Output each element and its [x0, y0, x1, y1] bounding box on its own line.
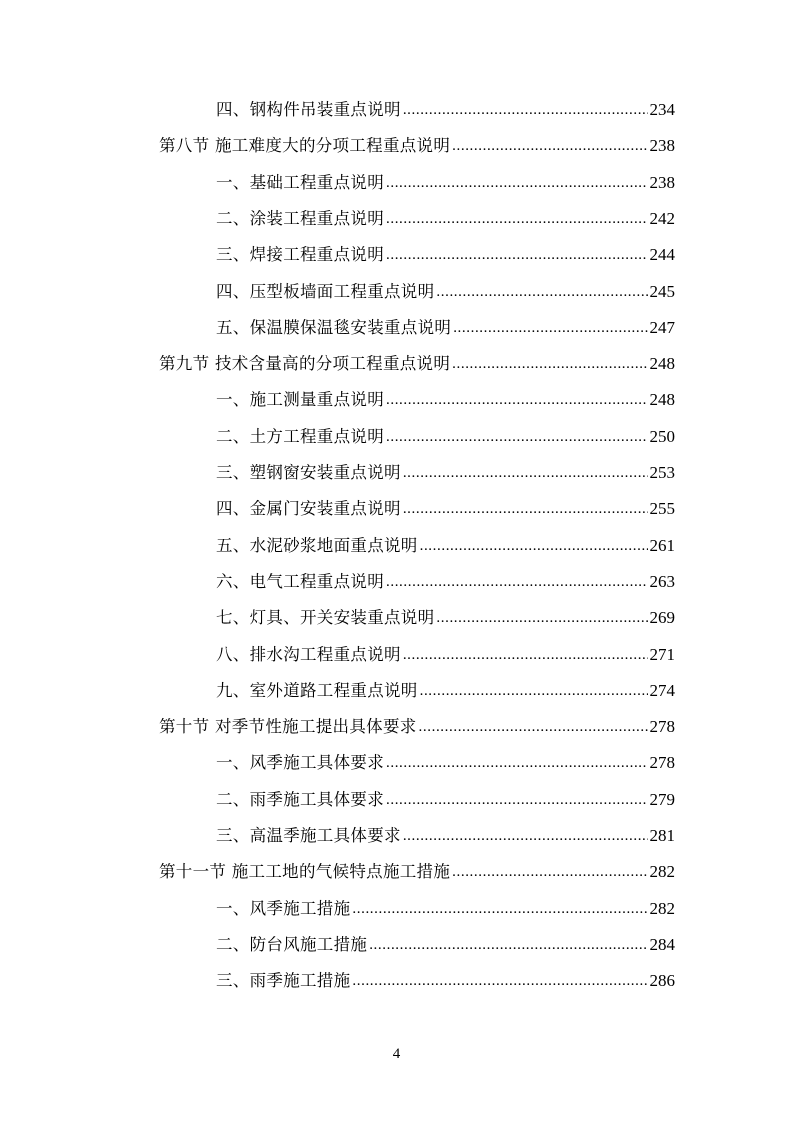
- toc-entry-title: 一、风季施工具体要求: [216, 753, 384, 772]
- toc-entry-page-number: 278: [649, 753, 675, 772]
- toc-entry-title: 第十节 对季节性施工提出具体要求: [159, 717, 417, 736]
- toc-entry-title: 八、排水沟工程重点说明: [216, 645, 401, 664]
- toc-entry-page-number: 238: [649, 173, 675, 192]
- toc-dot-leader: [386, 382, 648, 418]
- toc-dot-leader: [369, 927, 647, 963]
- toc-entry-title: 二、防台风施工措施: [216, 935, 368, 954]
- toc-dot-leader: [403, 637, 648, 673]
- toc-entry-page-number: 271: [649, 645, 675, 664]
- toc-entry-title: 一、风季施工措施: [216, 899, 351, 918]
- toc-entry-title: 第九节 技术含量高的分项工程重点说明: [159, 354, 451, 373]
- toc-entry-title: 第八节 施工难度大的分项工程重点说明: [159, 136, 451, 155]
- toc-dot-leader: [420, 673, 648, 709]
- toc-entry-page-number: 263: [649, 572, 675, 591]
- toc-dot-leader: [453, 310, 647, 346]
- toc-item-entry[interactable]: [216, 891, 675, 927]
- toc-entry-title: 四、压型板墙面工程重点说明: [216, 282, 435, 301]
- toc-entry-title: 二、涂装工程重点说明: [216, 209, 384, 228]
- toc-entry-title: 二、土方工程重点说明: [216, 427, 384, 446]
- toc-entry-page-number: 255: [649, 499, 675, 518]
- toc-section-entry[interactable]: [159, 709, 675, 745]
- toc-dot-leader: [452, 128, 647, 164]
- toc-entry-title: 一、施工测量重点说明: [216, 390, 384, 409]
- toc-entry-title: 九、室外道路工程重点说明: [216, 681, 418, 700]
- toc-item-entry[interactable]: [216, 927, 675, 963]
- toc-item-entry[interactable]: [216, 92, 675, 128]
- toc-entry-page-number: 248: [649, 354, 675, 373]
- toc-item-entry[interactable]: [216, 963, 675, 999]
- toc-item-entry[interactable]: [216, 237, 675, 273]
- toc-dot-leader: [352, 891, 647, 927]
- toc-entry-page-number: 281: [649, 826, 675, 845]
- toc-entry-page-number: 253: [649, 463, 675, 482]
- toc-item-entry[interactable]: [216, 745, 675, 781]
- toc-dot-leader: [420, 528, 648, 564]
- toc-entry-title: 三、焊接工程重点说明: [216, 245, 384, 264]
- toc-item-entry[interactable]: [216, 564, 675, 600]
- toc-entry-page-number: 261: [649, 536, 675, 555]
- toc-entry-page-number: 284: [649, 935, 675, 954]
- toc-entry-page-number: 286: [649, 971, 675, 990]
- toc-dot-leader: [436, 274, 647, 310]
- toc-entry-page-number: 274: [649, 681, 675, 700]
- toc-dot-leader: [419, 709, 648, 745]
- toc-item-entry[interactable]: [216, 419, 675, 455]
- toc-item-entry[interactable]: [216, 782, 675, 818]
- toc-entry-page-number: 248: [649, 390, 675, 409]
- toc-entry-page-number: 282: [649, 899, 675, 918]
- toc-dot-leader: [386, 419, 648, 455]
- toc-item-entry[interactable]: [216, 600, 675, 636]
- toc-entry-page-number: 238: [649, 136, 675, 155]
- toc-item-entry[interactable]: [216, 818, 675, 854]
- toc-item-entry[interactable]: [216, 382, 675, 418]
- toc-entry-title: 四、金属门安装重点说明: [216, 499, 401, 518]
- toc-item-entry[interactable]: [216, 201, 675, 237]
- toc-entry-page-number: 278: [649, 717, 675, 736]
- toc-dot-leader: [452, 346, 647, 382]
- toc-section-entry[interactable]: [159, 854, 675, 890]
- toc-entry-page-number: 242: [649, 209, 675, 228]
- toc-dot-leader: [352, 963, 647, 999]
- toc-entry-title: 二、雨季施工具体要求: [216, 790, 384, 809]
- toc-dot-leader: [386, 201, 648, 237]
- toc-dot-leader: [386, 237, 648, 273]
- toc-entry-title: 七、灯具、开关安装重点说明: [216, 608, 435, 627]
- toc-entry-title: 六、电气工程重点说明: [216, 572, 384, 591]
- toc-entry-page-number: 234: [649, 100, 675, 119]
- toc-entry-page-number: 250: [649, 427, 675, 446]
- toc-dot-leader: [386, 564, 648, 600]
- toc-entry-page-number: 244: [649, 245, 675, 264]
- toc-entry-title: 三、塑钢窗安装重点说明: [216, 463, 401, 482]
- toc-entry-title: 五、保温膜保温毯安装重点说明: [216, 318, 452, 337]
- toc-dot-leader: [403, 92, 648, 128]
- toc-item-entry[interactable]: [216, 637, 675, 673]
- toc-entry-title: 四、钢构件吊装重点说明: [216, 100, 401, 119]
- page-number: 4: [392, 1046, 401, 1062]
- toc-section-entry[interactable]: [159, 128, 675, 164]
- toc-dot-leader: [386, 782, 648, 818]
- toc-entry-title: 第十一节 施工工地的气候特点施工措施: [159, 862, 451, 881]
- toc-entry-title: 三、雨季施工措施: [216, 971, 351, 990]
- toc-entry-title: 五、水泥砂浆地面重点说明: [216, 536, 418, 555]
- toc-item-entry[interactable]: [216, 491, 675, 527]
- toc-dot-leader: [403, 818, 648, 854]
- toc-item-entry[interactable]: [216, 673, 675, 709]
- toc-entry-title: 一、基础工程重点说明: [216, 173, 384, 192]
- toc-dot-leader: [386, 745, 648, 781]
- toc-entry-page-number: 269: [649, 608, 675, 627]
- toc-item-entry[interactable]: [216, 310, 675, 346]
- toc-section-entry[interactable]: [159, 346, 675, 382]
- toc-dot-leader: [386, 165, 648, 201]
- toc-entry-title: 三、高温季施工具体要求: [216, 826, 401, 845]
- toc-item-entry[interactable]: [216, 528, 675, 564]
- toc-entry-page-number: 247: [649, 318, 675, 337]
- toc-entry-page-number: 282: [649, 862, 675, 881]
- toc-dot-leader: [403, 491, 648, 527]
- toc-item-entry[interactable]: [216, 455, 675, 491]
- toc-dot-leader: [452, 854, 647, 890]
- toc-entry-page-number: 279: [649, 790, 675, 809]
- toc-entry-page-number: 245: [649, 282, 675, 301]
- toc-dot-leader: [403, 455, 648, 491]
- toc-item-entry[interactable]: [216, 274, 675, 310]
- toc-dot-leader: [436, 600, 647, 636]
- toc-item-entry[interactable]: [216, 165, 675, 201]
